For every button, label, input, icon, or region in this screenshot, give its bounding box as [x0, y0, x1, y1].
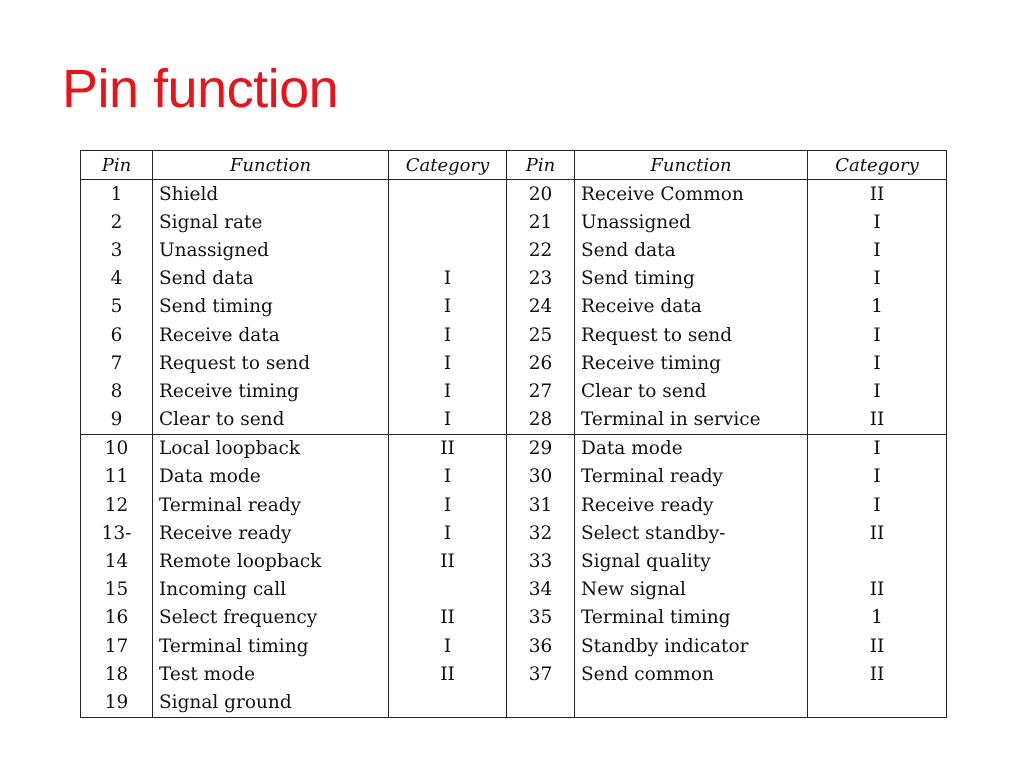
table-row — [81, 208, 947, 236]
category-right: II — [869, 183, 885, 205]
category-left: I — [389, 293, 507, 321]
category-right — [808, 547, 947, 575]
function-name-left: Unassigned — [153, 236, 389, 264]
function-name-left: Data mode — [153, 463, 389, 491]
category-right — [808, 688, 947, 717]
function-name-right: Receive timing — [575, 349, 808, 377]
category-right: I — [873, 268, 881, 290]
pin-number-right: 23 — [507, 265, 575, 293]
category-right: II — [869, 579, 885, 601]
function-name-left: Shield — [153, 180, 389, 209]
category-left — [389, 688, 507, 717]
category-left: I — [389, 463, 507, 491]
header-function-right: Function — [575, 151, 808, 180]
category-right: 1 — [871, 607, 883, 629]
function-name-left: Clear to send — [153, 406, 389, 435]
table-row — [81, 576, 947, 604]
table-row — [81, 293, 947, 321]
table-row — [81, 236, 947, 264]
function-name-right: Terminal in service — [575, 406, 808, 435]
pin-number-right: 35 — [507, 604, 575, 632]
table-row — [81, 632, 947, 660]
category-left: I — [389, 321, 507, 349]
function-name-left: Incoming call — [153, 576, 389, 604]
pin-number-left: 18 — [81, 660, 153, 688]
function-name-left: Select frequency — [153, 604, 389, 632]
category-left: II — [389, 604, 507, 632]
function-name-right — [575, 688, 808, 717]
table-row — [81, 491, 947, 519]
pin-number-left: 12 — [81, 491, 153, 519]
category-right: I — [873, 324, 881, 346]
header-function-left: Function — [153, 151, 389, 180]
pin-number-left: 10 — [81, 434, 153, 463]
table-row — [81, 463, 947, 491]
pin-number-left: 14 — [81, 547, 153, 575]
function-name-right: Receive Common — [575, 180, 808, 209]
pin-number-left: 7 — [81, 349, 153, 377]
category-left: I — [389, 406, 507, 435]
function-name-left: Terminal ready — [153, 491, 389, 519]
table-row — [81, 660, 947, 688]
header-pin-left: Pin — [81, 151, 153, 180]
table-row — [81, 377, 947, 405]
pin-number-right: 37 — [507, 660, 575, 688]
category-right: I — [873, 352, 881, 374]
pin-number-right: 26 — [507, 349, 575, 377]
category-left: II — [389, 547, 507, 575]
function-name-right: Select standby- — [575, 519, 808, 547]
pin-number-left: 6 — [81, 321, 153, 349]
function-name-right: New signal — [575, 576, 808, 604]
table-row — [81, 547, 947, 575]
category-right: II — [869, 635, 885, 657]
table-row — [81, 434, 947, 463]
category-left: II — [389, 660, 507, 688]
pin-number-right: 30 — [507, 463, 575, 491]
function-name-right: Data mode — [575, 434, 808, 463]
pin-number-left: 1 — [81, 180, 153, 209]
function-name-left: Test mode — [153, 660, 389, 688]
function-name-left: Receive ready — [153, 519, 389, 547]
function-name-left: Terminal timing — [153, 632, 389, 660]
function-name-left: Local loopback — [153, 434, 389, 463]
category-left: I — [389, 491, 507, 519]
pin-function-table — [80, 150, 947, 718]
header-pin-right: Pin — [507, 151, 575, 180]
category-left — [389, 208, 507, 236]
pin-number-right: 20 — [507, 180, 575, 209]
function-name-right: Receive data — [575, 293, 808, 321]
table-row — [81, 688, 947, 717]
table-row — [81, 321, 947, 349]
table-body — [81, 180, 947, 718]
pin-number-left: 17 — [81, 632, 153, 660]
pin-number-left: 13- — [81, 519, 153, 547]
header-category-right: Category — [808, 151, 947, 180]
category-right: I — [873, 380, 881, 402]
pin-number-left: 15 — [81, 576, 153, 604]
pin-number-right: 34 — [507, 576, 575, 604]
pin-number-left: 4 — [81, 265, 153, 293]
function-name-right: Send data — [575, 236, 808, 264]
category-left: I — [389, 519, 507, 547]
category-left: I — [389, 349, 507, 377]
header-category-left: Category — [389, 151, 507, 180]
category-right: II — [808, 406, 947, 435]
function-name-right: Unassigned — [575, 208, 808, 236]
category-right: I — [873, 239, 881, 261]
pin-number-right: 32 — [507, 519, 575, 547]
category-right: 1 — [871, 296, 883, 318]
pin-number-right: 24 — [507, 293, 575, 321]
category-right: I — [873, 438, 881, 460]
function-name-right: Send common — [575, 660, 808, 688]
pin-number-right: 29 — [507, 434, 575, 463]
table-row — [81, 349, 947, 377]
function-name-left: Remote loopback — [153, 547, 389, 575]
function-name-left: Request to send — [153, 349, 389, 377]
function-name-left: Receive data — [153, 321, 389, 349]
pin-number-left: 9 — [81, 406, 153, 435]
pin-number-right: 21 — [507, 208, 575, 236]
pin-number-left: 2 — [81, 208, 153, 236]
page-title: Pin function — [62, 59, 339, 119]
function-name-right: Receive ready — [575, 491, 808, 519]
category-right: II — [869, 522, 885, 544]
table-row — [81, 180, 947, 209]
pin-number-left: 3 — [81, 236, 153, 264]
pin-number-right: 25 — [507, 321, 575, 349]
category-left: I — [389, 377, 507, 405]
pin-number-right: 22 — [507, 236, 575, 264]
category-left: II — [389, 434, 507, 463]
pin-number-right: 31 — [507, 491, 575, 519]
table-row — [81, 406, 947, 435]
pin-number-left: 11 — [81, 463, 153, 491]
pin-number-left: 19 — [81, 688, 153, 717]
category-right: I — [873, 466, 881, 488]
category-left: I — [389, 265, 507, 293]
function-name-right: Standby indicator — [575, 632, 808, 660]
pin-number-right — [507, 688, 575, 717]
function-name-right: Send timing — [575, 265, 808, 293]
table-row — [81, 265, 947, 293]
function-name-right: Terminal timing — [575, 604, 808, 632]
function-name-left: Signal ground — [153, 688, 389, 717]
category-left — [389, 236, 507, 264]
function-name-right: Request to send — [575, 321, 808, 349]
function-name-left: Signal rate — [153, 208, 389, 236]
pin-number-right: 27 — [507, 377, 575, 405]
pin-number-right: 28 — [507, 406, 575, 435]
function-name-right: Terminal ready — [575, 463, 808, 491]
function-name-right: Clear to send — [575, 377, 808, 405]
category-right: II — [869, 663, 885, 685]
category-left: I — [389, 632, 507, 660]
table-header-row — [81, 151, 947, 180]
pin-number-right: 33 — [507, 547, 575, 575]
function-name-left: Receive timing — [153, 377, 389, 405]
table-row — [81, 519, 947, 547]
category-right: I — [873, 494, 881, 516]
function-name-left: Send data — [153, 265, 389, 293]
pin-number-left: 5 — [81, 293, 153, 321]
pin-number-right: 36 — [507, 632, 575, 660]
category-left — [389, 576, 507, 604]
function-name-right: Signal quality — [575, 547, 808, 575]
category-right: I — [873, 211, 881, 233]
function-name-left: Send timing — [153, 293, 389, 321]
table-row — [81, 604, 947, 632]
pin-number-left: 16 — [81, 604, 153, 632]
category-left — [389, 180, 507, 209]
pin-number-left: 8 — [81, 377, 153, 405]
